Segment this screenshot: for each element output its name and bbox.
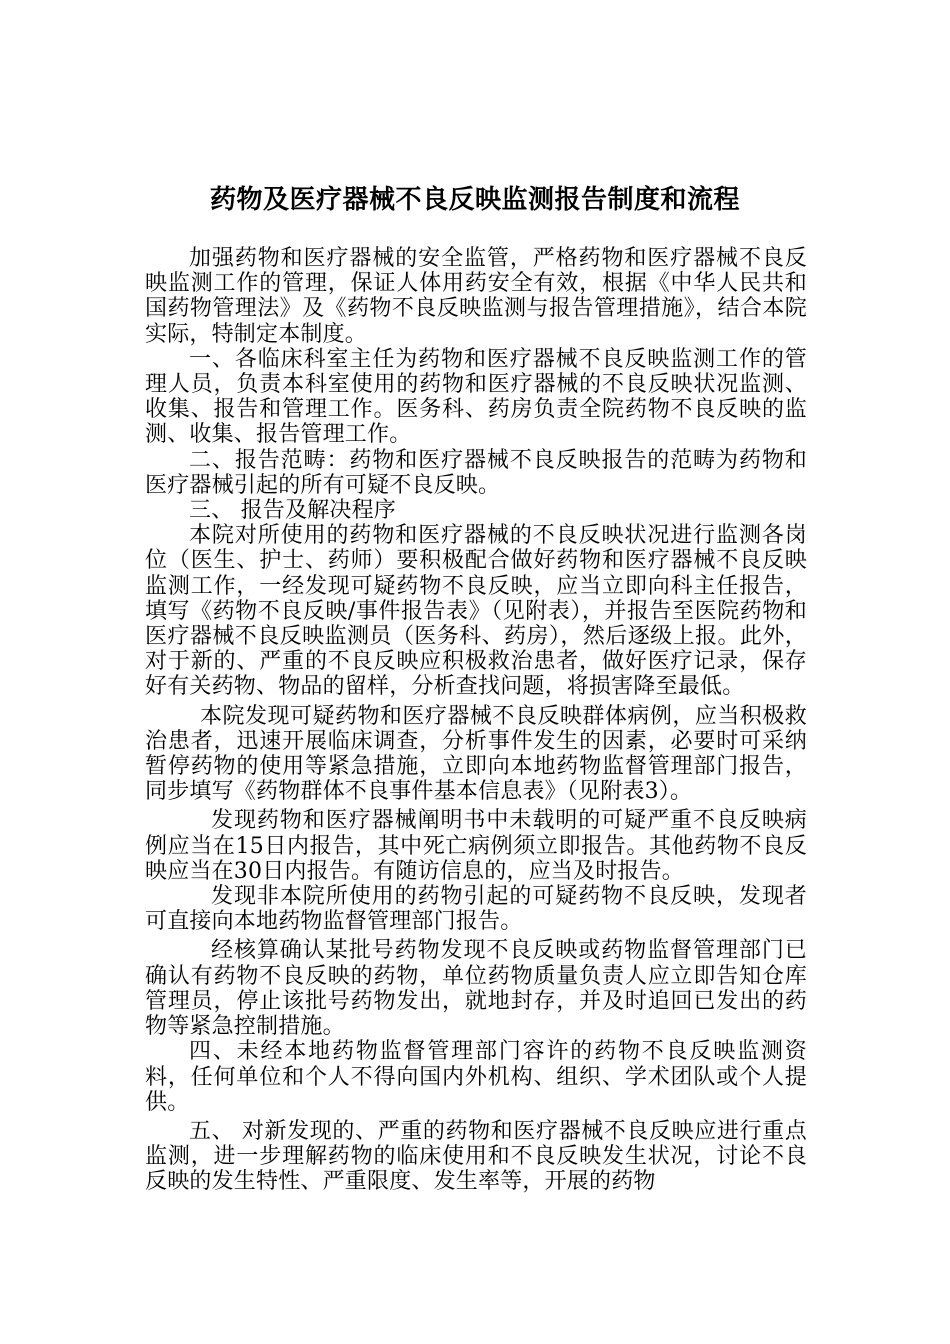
document-paragraph: 本院发现可疑药物和医疗器械不良反映群体病例，应当积极救治患者，迅速开展临床调查，分析事件发生的因素，必要时可采纳暂停药物的使用等紧急措施，立即向本地药物监督管理部门报告，同步填写《药物群体不良事件基本信息表》（见附表3）。: [145, 703, 807, 805]
document-paragraph: 加强药物和医疗器械的安全监管，严格药物和医疗器械不良反映监测工作的管理，保证人体用药安全有效，根据《中华人民共和国药物管理法》及《药物不良反映监测与报告管理措施》，结合本院实际，特制定本制度。: [145, 246, 807, 347]
document-body: [145, 246, 807, 1195]
document-paragraph: 四、未经本地药物监督管理部门容许的药物不良反映监测资料，任何单位和个人不得向国内外机构、组织、学术团队或个人提供。: [145, 1039, 807, 1115]
document-paragraph: 五、 对新发现的、严重的药物和医疗器械不良反映应进行重点监测，进一步理解药物的临床使用和不良反映发生状况，讨论不良反映的发生特性、严重限度、发生率等，开展的药物: [145, 1118, 807, 1195]
document-paragraph: 一、各临床科室主任为药物和医疗器械不良反映监测工作的管理人员，负责本科室使用的药物和医疗器械的不良反映状况监测、收集、报告和管理工作。医务科、药房负责全院药物不良反映的监测、收集、报告管理工作。: [145, 346, 807, 448]
document-paragraph: 发现非本院所使用的药物引起的可疑药物不良反映，发现者可直接向本地药物监督管理部门报告。: [145, 884, 807, 935]
document-paragraph: 三、 报告及解决程序: [189, 498, 396, 524]
document-paragraph: 经核算确认某批号药物发现不良反映或药物监督管理部门已确认有药物不良反映的药物，单位药物质量负责人应立即告知仓库管理员，停止该批号药物发出，就地封存，并及时追回已发出的药物等紧急控制措施。: [145, 938, 807, 1040]
document-paragraph: 发现药物和医疗器械阐明书中未载明的可疑严重不良反映病例应当在15日内报告，其中死亡病例须立即报告。其他药物不良反映应当在30日内报告。有随访信息的，应当及时报告。: [145, 808, 807, 884]
document-title: 药物及医疗器械不良反映监测报告制度和流程: [209, 185, 740, 215]
document-paragraph: 二、报告范畴：药物和医疗器械不良反映报告的范畴为药物和医疗器械引起的所有可疑不良反映。: [145, 447, 807, 498]
document-paragraph: 本院对所使用的药物和医疗器械的不良反映状况进行监测各岗位（医生、护士、药师）要积极配合做好药物和医疗器械不良反映监测工作，一经发现可疑药物不良反映，应当立即向科主任报告，填写《药物不良反映/事件报告表》（见附表），并报告至医院药物和医疗器械不良反映监测员（医务科、药房），然后逐级上报。此外，对于新的、严重的不良反映应积极救治患者，做好医疗记录，保存好有关药物、物品的留样，分析查找问题，将损害降至最低。: [145, 523, 807, 700]
